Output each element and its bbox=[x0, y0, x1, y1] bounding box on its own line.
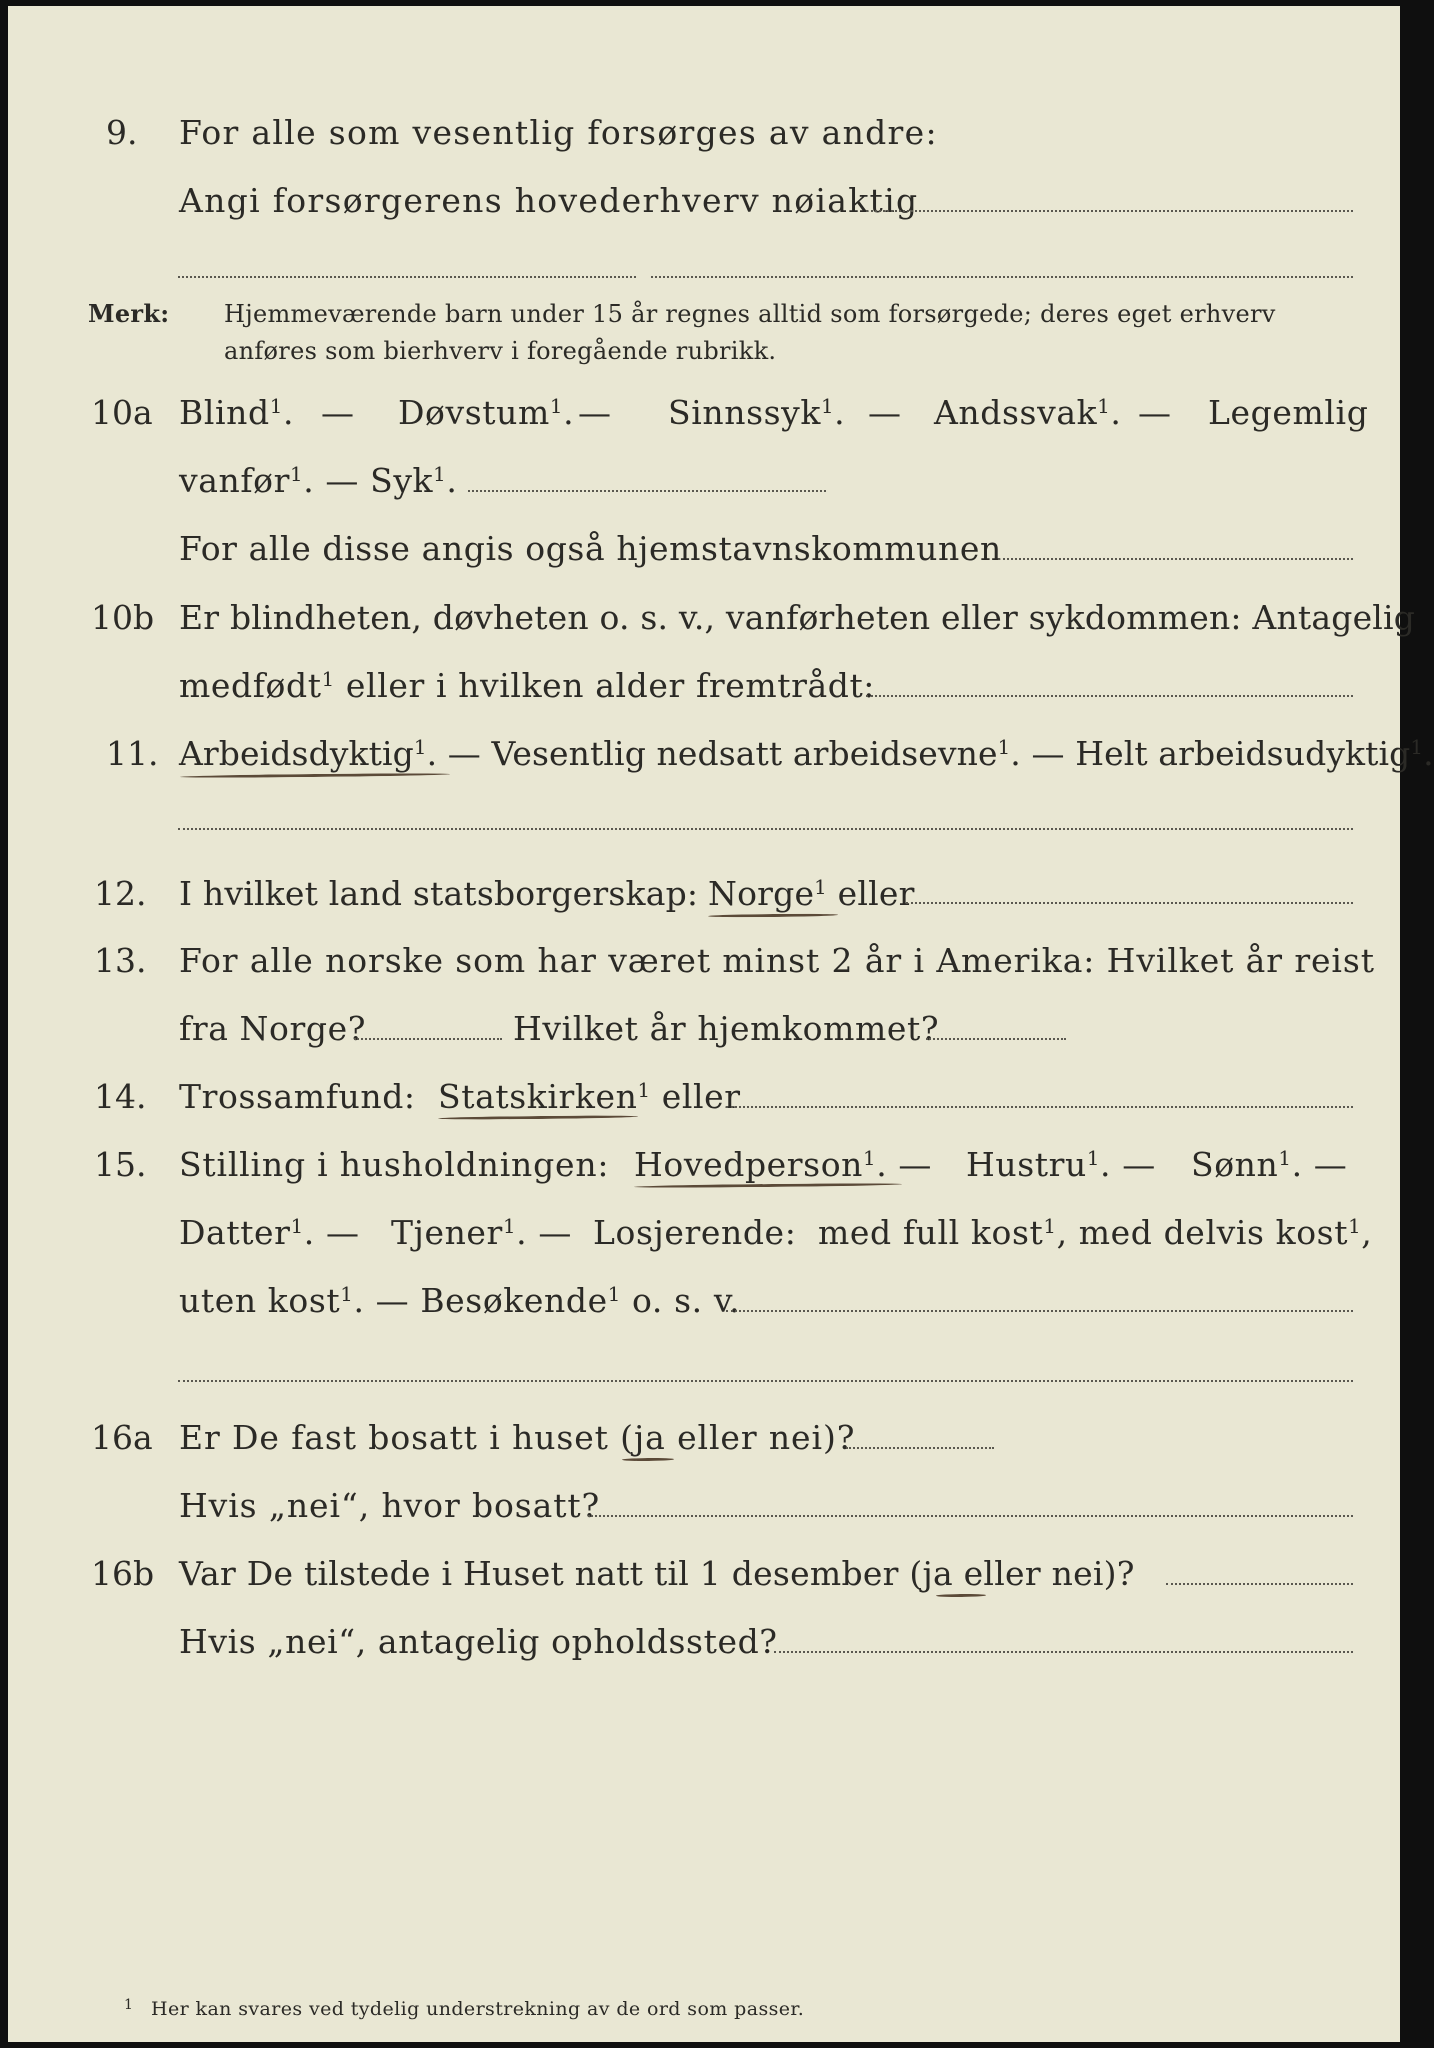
q10a-hjemstavn-line[interactable] bbox=[998, 558, 1353, 560]
q10a-sinnssyk-option: Sinnssyk$^1$. bbox=[668, 393, 846, 432]
q12-norge-option: Norge$^1$ eller bbox=[708, 874, 915, 913]
merk-line2: anføres som bierhverv i foregående rubrikk. bbox=[224, 337, 777, 365]
q14-answer-line[interactable] bbox=[726, 1106, 1353, 1108]
q10a-blind-option: Blind$^1$. bbox=[179, 393, 295, 432]
q10b-answer-line[interactable] bbox=[866, 695, 1353, 697]
q9-answer-line-2b[interactable] bbox=[651, 276, 1353, 278]
q15-datter-option: Datter$^1$. — bbox=[179, 1213, 360, 1252]
q9-line2: Angi forsørgerens hovederhverv nøiaktig bbox=[179, 181, 919, 220]
q9-line1: For alle som vesentlig forsørges av andre: bbox=[179, 113, 938, 152]
q16b-ja-handwritten-underline bbox=[936, 1594, 986, 1598]
q13-line1: For alle norske som har været minst 2 år i Amerika: Hvilket år reist bbox=[179, 941, 1375, 980]
q16a-line1: Er De fast bosatt i huset (ja eller nei)? bbox=[179, 1418, 856, 1457]
q14-label: Trossamfund: bbox=[179, 1077, 416, 1116]
q15-hustru-option: Hustru$^1$. — bbox=[966, 1145, 1156, 1184]
q16a-number: 16a bbox=[91, 1418, 153, 1457]
q15-hovedperson-option: Hovedperson$^1$. — bbox=[634, 1145, 933, 1184]
q16b-answer-line[interactable] bbox=[1166, 1583, 1353, 1585]
merk-line1: Hjemmeværende barn under 15 år regnes alltid som forsørgede; deres eget erhverv bbox=[224, 300, 1276, 328]
q16a-answer-line[interactable] bbox=[846, 1447, 994, 1449]
q15-answer-line[interactable] bbox=[726, 1310, 1353, 1312]
census-form-page bbox=[8, 6, 1434, 2042]
q15-number: 15. bbox=[94, 1145, 147, 1184]
q14-statskirken-option: Statskirken$^1$ eller bbox=[438, 1077, 741, 1116]
q12-label: I hvilket land statsborgerskap: bbox=[179, 874, 699, 913]
q13-hjemkommet-label: Hvilket år hjemkommet? bbox=[513, 1009, 940, 1048]
footnote-text: Her kan svares ved tydelig understrekning av de ord som passer. bbox=[151, 1998, 805, 2020]
q10a-dash-4: — bbox=[1138, 393, 1172, 432]
q10a-legemlig-label: Legemlig bbox=[1208, 393, 1369, 432]
q13-fra-norge-label: fra Norge? bbox=[179, 1009, 367, 1048]
q12-number: 12. bbox=[94, 874, 147, 913]
q10a-dash-1: — bbox=[321, 393, 355, 432]
merk-label: Merk: bbox=[88, 299, 170, 328]
q10a-dash-3: — bbox=[868, 393, 902, 432]
q9-answer-line[interactable] bbox=[866, 210, 1353, 212]
q15-losjerende-label: Losjerende: bbox=[593, 1213, 797, 1252]
q10a-dash-2: — bbox=[578, 393, 612, 432]
q9-number: 9. bbox=[106, 113, 138, 152]
q10a-andssvak-option: Andssvak$^1$. bbox=[934, 393, 1122, 432]
q10a-line3: For alle disse angis også hjemstavnskommunen bbox=[179, 529, 1002, 568]
q10b-line2: medfødt$^1$ eller i hvilken alder fremtrådt: bbox=[179, 666, 876, 705]
q12-answer-line[interactable] bbox=[906, 902, 1353, 904]
q15-kost-options: med full kost$^1$, med delvis kost$^1$, bbox=[818, 1213, 1373, 1252]
q15-sonn-option: Sønn$^1$. — bbox=[1191, 1145, 1348, 1184]
q15-label: Stilling i husholdningen: bbox=[179, 1145, 610, 1184]
q16b-opholdssted-answer-line[interactable] bbox=[774, 1651, 1353, 1653]
q10a-number: 10a bbox=[91, 393, 153, 432]
q16a-bosatt-answer-line[interactable] bbox=[588, 1515, 1353, 1517]
q10a-dovstum-option: Døvstum$^1$. bbox=[398, 393, 575, 432]
q10a-vanfor-option: vanfør$^1$. — Syk$^1$. bbox=[179, 461, 458, 500]
q15-answer-line-2[interactable] bbox=[178, 1380, 1353, 1382]
q11-answer-line[interactable] bbox=[178, 828, 1353, 830]
q16b-line1: Var De tilstede i Huset natt til 1 desember (ja eller nei)? bbox=[179, 1554, 1135, 1593]
q13-hjemkommet-answer-line[interactable] bbox=[926, 1038, 1066, 1040]
q13-reist-answer-line[interactable] bbox=[354, 1038, 502, 1040]
q12-norge-handwritten-underline bbox=[708, 913, 838, 917]
q15-tjener-option: Tjener$^1$. — bbox=[391, 1213, 572, 1252]
q10b-line1: Er blindheten, døvheten o. s. v., vanførheten eller sykdommen: Antagelig bbox=[179, 598, 1416, 637]
q13-number: 13. bbox=[94, 941, 147, 980]
q15-line3: uten kost$^1$. — Besøkende$^1$ o. s. v. bbox=[179, 1281, 741, 1320]
q11-arbeidsdyktig-handwritten-underline bbox=[180, 773, 450, 779]
q9-answer-line-2a[interactable] bbox=[178, 276, 636, 278]
q16b-line2: Hvis „nei“, antagelig opholdssted? bbox=[179, 1622, 778, 1661]
q10b-number: 10b bbox=[91, 598, 155, 637]
q16a-ja-handwritten-underline bbox=[622, 1458, 674, 1462]
q10a-answer-line[interactable] bbox=[468, 490, 826, 492]
q14-number: 14. bbox=[94, 1077, 147, 1116]
footnote-mark: 1 bbox=[124, 1997, 134, 2013]
q16a-line2: Hvis „nei“, hvor bosatt? bbox=[179, 1486, 601, 1525]
q11-number: 11. bbox=[106, 734, 159, 773]
q11-line: Arbeidsdyktig$^1$. — Vesentlig nedsatt arbeidsevne$^1$. — Helt arbeidsudyktig$^1$. bbox=[179, 734, 1434, 773]
q16b-number: 16b bbox=[91, 1554, 155, 1593]
